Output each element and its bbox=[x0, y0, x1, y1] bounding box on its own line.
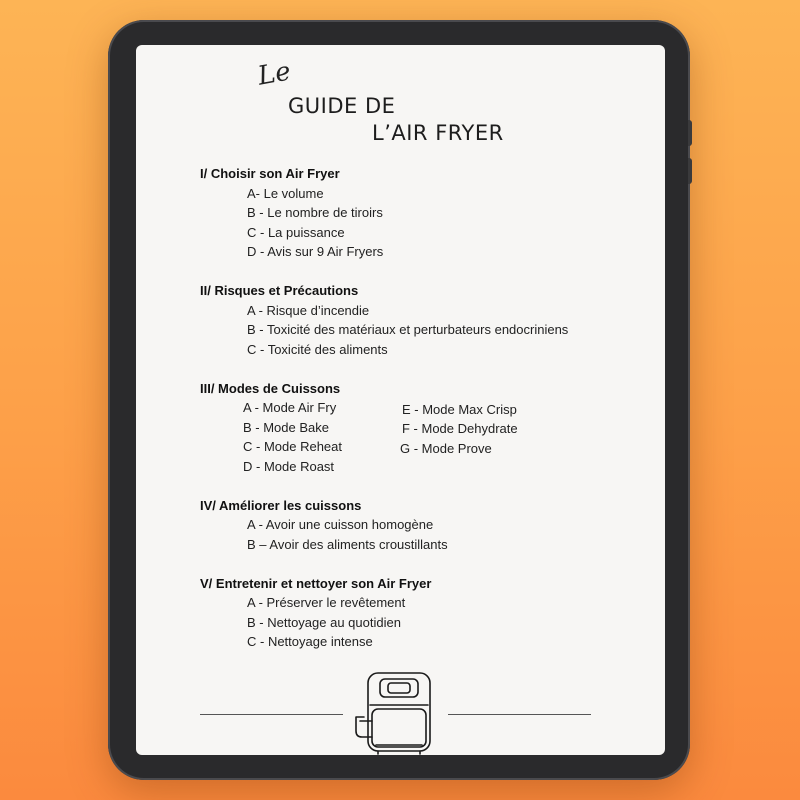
list-item: E - Mode Max Crisp bbox=[402, 402, 517, 417]
tablet-side-button bbox=[688, 120, 692, 146]
list-item: G - Mode Prove bbox=[400, 441, 492, 456]
list-item: A - Risque d’incendie bbox=[247, 303, 370, 318]
list-item: A - Préserver le revêtement bbox=[247, 595, 406, 610]
list-item: B – Avoir des aliments croustillants bbox=[247, 537, 448, 552]
list-item: C - Nettoyage intense bbox=[247, 634, 373, 649]
tablet-screen bbox=[136, 45, 665, 755]
title-prefix: Le bbox=[255, 56, 294, 92]
list-item: B - Toxicité des matériaux et perturbateurs endocriniens bbox=[247, 322, 569, 337]
list-item: B - Nettoyage au quotidien bbox=[247, 615, 401, 630]
list-item: A- Le volume bbox=[247, 186, 324, 201]
title-line-2: L’AIR FRYER bbox=[372, 121, 504, 145]
footer-rule-left bbox=[200, 714, 343, 715]
list-item: F - Mode Dehydrate bbox=[402, 421, 518, 436]
tablet-side-button bbox=[688, 158, 692, 184]
list-item: C - Toxicité des aliments bbox=[247, 342, 388, 357]
list-item: D - Mode Roast bbox=[243, 459, 335, 474]
section-heading: I/ Choisir son Air Fryer bbox=[200, 166, 340, 181]
section-heading: V/ Entretenir et nettoyer son Air Fryer bbox=[200, 576, 432, 591]
air-fryer-icon bbox=[354, 667, 444, 755]
list-item: A - Avoir une cuisson homogène bbox=[247, 517, 434, 532]
list-item: B - Le nombre de tiroirs bbox=[247, 205, 383, 220]
section-heading: IV/ Améliorer les cuissons bbox=[200, 498, 362, 513]
list-item: A - Mode Air Fry bbox=[243, 400, 337, 415]
list-item: D - Avis sur 9 Air Fryers bbox=[247, 244, 384, 259]
list-item: C - La puissance bbox=[247, 225, 345, 240]
footer-rule-right bbox=[448, 714, 591, 715]
section-heading: III/ Modes de Cuissons bbox=[200, 381, 341, 396]
title-line-1: GUIDE DE bbox=[288, 94, 396, 118]
section-heading: II/ Risques et Précautions bbox=[200, 283, 359, 298]
list-item: C - Mode Reheat bbox=[243, 439, 342, 454]
list-item: B - Mode Bake bbox=[243, 420, 329, 435]
